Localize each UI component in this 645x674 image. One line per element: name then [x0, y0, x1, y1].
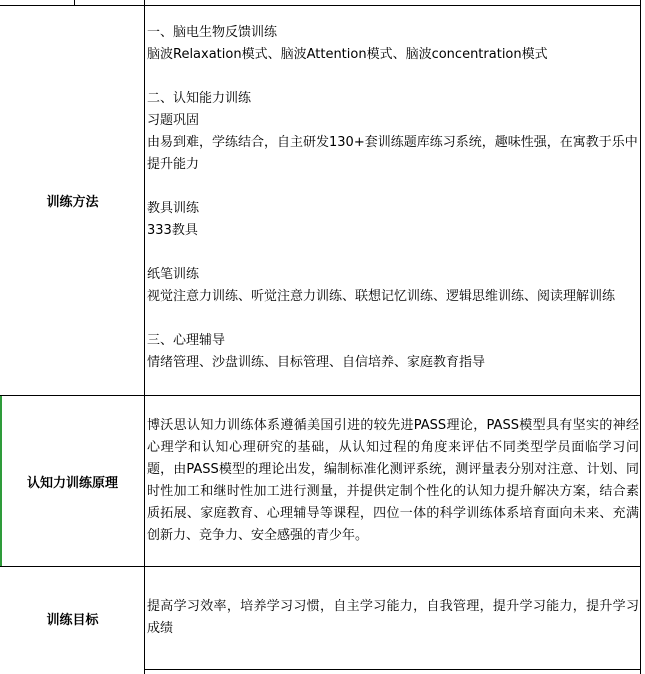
blank-line — [147, 66, 639, 88]
row-label-text: 训练目标 — [46, 612, 99, 628]
bottom-border-line — [145, 669, 641, 670]
text-line: 脑波Relaxation模式、脑波Attention模式、脑波concentration模式 — [147, 47, 548, 62]
blank-line — [147, 242, 639, 264]
text-line: 习题巩固 — [147, 113, 200, 128]
text-line: 纸笔训练 — [147, 267, 200, 282]
cognitive-principle-content: 博沃思认知力训练体系遵循美国引进的较先进PASS理论，PASS模型具有坚实的神经心理学和认知心理研究的基础，从认知过程的角度来评估不同类型学员面临学习问题，由PASS模型的理论出发，编制标准化测评系统，测评量表分别对注意、计划、同时性加工和继时性加工进行测量，并提供定制个性化的认知力提升解决方案，结合素质拓展、家庭教育、心理辅导等课程，四位一体的科学训练体系培育面向未来、充满创新力、竞争力、安全感强的青少年。 — [147, 418, 639, 543]
text-line: 三、心理辅导 — [147, 333, 226, 348]
column-divider-line — [144, 0, 145, 674]
text-line: 教具训练 — [147, 201, 200, 216]
training-methods-content — [147, 22, 639, 374]
top-fragment-line — [74, 0, 75, 5]
text-line: 情绪管理、沙盘训练、目标管理、自信培养、家庭教育指导 — [147, 355, 486, 370]
text-line: 视觉注意力训练、听觉注意力训练、联想记忆训练、逻辑思维训练、阅读理解训练 — [147, 289, 616, 304]
text-line: 提升能力 — [147, 157, 200, 172]
text-line: 333教具 — [147, 223, 198, 238]
text-line: 一、脑电生物反馈训练 — [147, 25, 278, 40]
row-label-training-methods — [2, 6, 143, 395]
text-line: 由易到难，学练结合，自主研发130+套训练题库练习系统，趣味性强，在寓教于乐中 — [147, 135, 638, 150]
row-label-training-goals — [2, 567, 143, 669]
blank-line — [147, 176, 639, 198]
row-label-cognitive-principle — [2, 396, 143, 566]
training-goals-content: 提高学习效率，培养学习习惯，自主学习能力，自我管理，提升学习能力，提升学习成绩 — [147, 599, 639, 636]
right-border-line — [640, 0, 641, 674]
row-label-text: 训练方法 — [46, 195, 99, 210]
row-label-text: 认知力训练原理 — [26, 475, 118, 491]
blank-line — [147, 308, 639, 330]
text-line: 二、认知能力训练 — [147, 91, 252, 106]
